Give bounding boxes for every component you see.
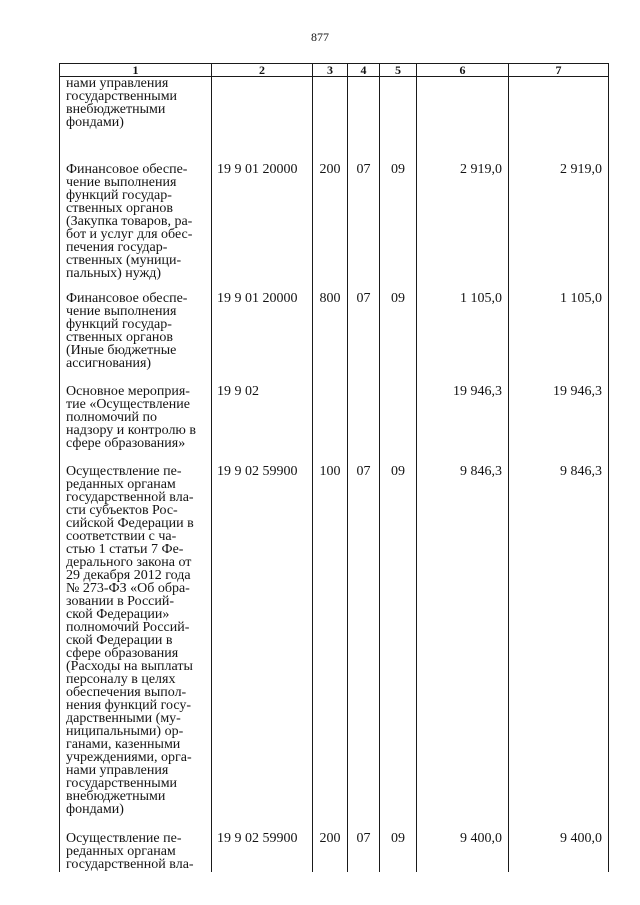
page-number: 877 <box>311 30 329 44</box>
row-name: Финансовое обеспе- чение выполнения функций государ- ственных органов (Закупка товаров, ра- бот и услуг для обес- печения государ- ственных (муници- пальных) нужд) <box>60 163 212 292</box>
row-code <box>212 77 313 163</box>
row-name: Осуществление пе- реданных органам государственной вла- <box>60 832 212 872</box>
row-vr: 800 <box>313 292 348 385</box>
column-header-sum1: 6 <box>417 64 509 77</box>
row-rz: 07 <box>348 292 380 385</box>
row-code: 19 9 02 59900 <box>212 832 313 872</box>
row-pr <box>380 385 417 465</box>
row-rz <box>348 385 380 465</box>
table-row <box>60 465 609 832</box>
row-code: 19 9 01 20000 <box>212 292 313 385</box>
row-code: 19 9 01 20000 <box>212 163 313 292</box>
row-pr: 09 <box>380 832 417 872</box>
table-row <box>60 163 609 292</box>
row-code: 19 9 02 <box>212 385 313 465</box>
column-header-code: 2 <box>212 64 313 77</box>
table-header-row <box>60 64 609 77</box>
row-sum2: 9 846,3 <box>509 465 609 832</box>
column-header-rz: 4 <box>348 64 380 77</box>
column-header-name: 1 <box>60 64 212 77</box>
row-sum1 <box>417 77 509 163</box>
budget-table <box>59 63 609 872</box>
row-name: Финансовое обеспе- чение выполнения функций государ- ственных органов (Иные бюджетные ассигнования) <box>60 292 212 385</box>
row-sum2: 2 919,0 <box>509 163 609 292</box>
row-rz: 07 <box>348 465 380 832</box>
row-vr: 100 <box>313 465 348 832</box>
table-row <box>60 832 609 872</box>
column-header-pr: 5 <box>380 64 417 77</box>
row-name: Основное мероприя- тие «Осуществление полномочий по надзору и контролю в сфере образования» <box>60 385 212 465</box>
row-sum1: 2 919,0 <box>417 163 509 292</box>
row-vr: 200 <box>313 832 348 872</box>
column-header-sum2: 7 <box>509 64 609 77</box>
row-rz: 07 <box>348 163 380 292</box>
row-sum2: 19 946,3 <box>509 385 609 465</box>
row-sum1: 1 105,0 <box>417 292 509 385</box>
row-sum2: 1 105,0 <box>509 292 609 385</box>
row-vr <box>313 385 348 465</box>
table-row <box>60 385 609 465</box>
row-name: Осуществление пе- реданных органам государственной вла- сти субъектов Рос- сийской Федерации в соответствии с ча- стью 1 статьи 7 Фе- дерального закона от 29 декабря 2012 года № 273-ФЗ «Об обра- зовании в Россий- ской Федерации» полномочий Россий- ской Федерации в сфере образования (Расходы на выплаты персоналу в целях обеспечения выпол- нения функций госу- дарственными (му- ниципальными) ор- ганами, казенными учреждениями, орга- нами управления государственными внебюджетными фондами) <box>60 465 212 832</box>
row-pr: 09 <box>380 465 417 832</box>
row-rz: 07 <box>348 832 380 872</box>
table-row <box>60 77 609 163</box>
row-sum2 <box>509 77 609 163</box>
row-sum1: 9 846,3 <box>417 465 509 832</box>
column-header-vr: 3 <box>313 64 348 77</box>
row-name: нами управления государственными внебюджетными фондами) <box>60 77 212 163</box>
row-code: 19 9 02 59900 <box>212 465 313 832</box>
row-rz <box>348 77 380 163</box>
row-pr: 09 <box>380 292 417 385</box>
row-vr: 200 <box>313 163 348 292</box>
row-pr: 09 <box>380 163 417 292</box>
row-sum1: 19 946,3 <box>417 385 509 465</box>
row-sum2: 9 400,0 <box>509 832 609 872</box>
table-row <box>60 292 609 385</box>
row-sum1: 9 400,0 <box>417 832 509 872</box>
row-vr <box>313 77 348 163</box>
row-pr <box>380 77 417 163</box>
